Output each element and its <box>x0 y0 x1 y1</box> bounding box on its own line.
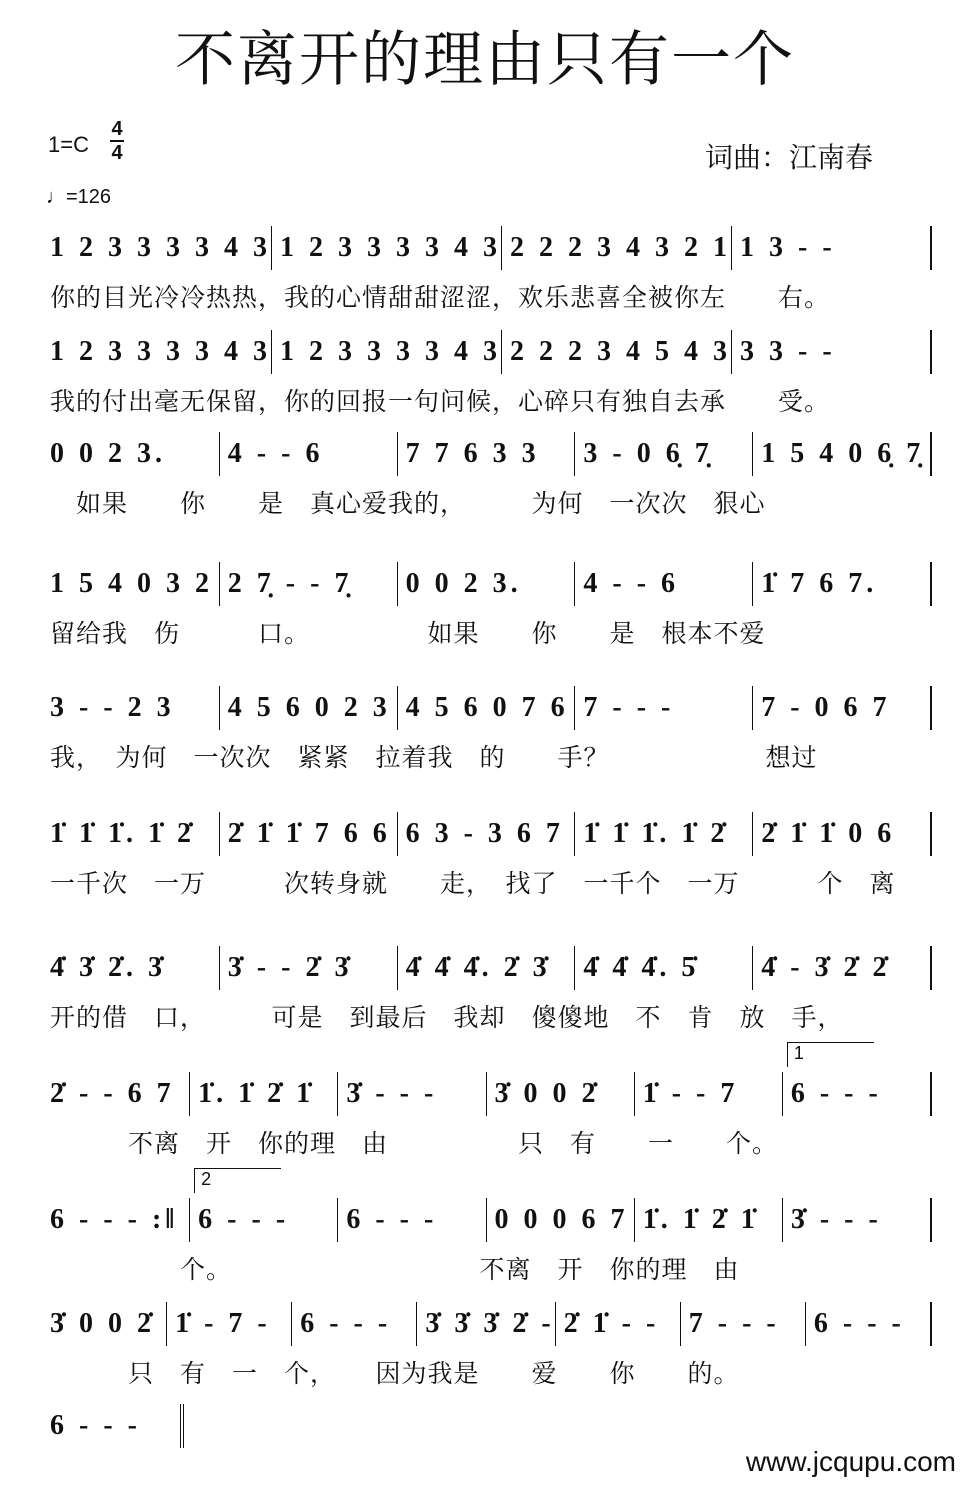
tempo-marking: ♩=126 <box>46 186 112 208</box>
measure <box>634 1198 782 1242</box>
measure <box>416 1302 554 1346</box>
measure <box>219 812 397 856</box>
lyrics-line: 留给我 伤 口。 如果 你 是 根本不爱 <box>50 619 766 648</box>
measure-notes: 4̇ - 3̇ 2̇ 2̇ <box>761 952 891 983</box>
measure <box>219 432 397 476</box>
measure <box>555 1302 680 1346</box>
measure <box>50 1404 180 1448</box>
notation-row <box>50 1043 932 1116</box>
measure-notes: 1̇ 7 6 7. <box>761 568 878 599</box>
measure <box>50 812 219 856</box>
measure-notes: 1 2 3 3 3 3 4 3 <box>280 336 501 367</box>
measure-notes: 6 3 - 3 6 7 <box>405 818 564 849</box>
measure <box>782 1043 930 1116</box>
key-signature: 1=C <box>48 132 89 157</box>
measure-notes: 0 0 2 3. <box>50 438 166 469</box>
measure <box>731 330 930 374</box>
measure-notes: 6 - - - <box>790 1078 882 1109</box>
measure <box>574 686 752 730</box>
notation-row <box>50 946 932 990</box>
lyrics-line: 我的付出毫无保留，你的回报一句问候，心碎只有独自去承 受。 <box>50 387 831 416</box>
measure <box>50 1198 189 1242</box>
measure-notes: 3̇ 3̇ 3̇ 2̇ - <box>425 1308 555 1339</box>
measure-notes: 6 - - - :‖ <box>50 1204 179 1235</box>
measure-notes: 0 0 0 6 7 <box>494 1204 629 1235</box>
measure <box>166 1302 291 1346</box>
volta-bracket: 1 <box>787 1042 874 1067</box>
measure <box>219 562 397 606</box>
measure-notes: 3̇ - - - <box>346 1078 438 1109</box>
measure-notes: 6 - - - <box>50 1410 141 1441</box>
measure-notes: 3̇ 0 0 2̇ <box>50 1308 155 1339</box>
measure <box>397 946 575 990</box>
measure <box>337 1198 485 1242</box>
notation-row <box>50 1404 184 1448</box>
lyrics-line: 一千次 一万 次转身就 走， 找了 一千个 一万 个 离 <box>50 869 896 898</box>
measure <box>501 226 731 270</box>
measure-notes: 1̇. 1̇ 2̇ 1̇ <box>642 1204 759 1235</box>
measure <box>574 562 752 606</box>
measure <box>752 812 930 856</box>
measure <box>337 1072 485 1116</box>
measure <box>397 686 575 730</box>
measure <box>189 1072 337 1116</box>
measure <box>501 330 731 374</box>
measure-notes: 7 - - - <box>583 692 675 723</box>
measure <box>397 562 575 606</box>
notation-row <box>50 812 932 856</box>
measure <box>50 226 271 270</box>
measure-notes: 2 2 2 3 4 3 2 1 <box>510 232 731 263</box>
notation-row <box>50 432 932 476</box>
measure-notes: 3 - 0 6̣ 7̣ <box>583 438 713 469</box>
notation-row <box>50 330 932 374</box>
lyrics-line: 个。 不离 开 你的理 由 <box>50 1255 740 1284</box>
measure-notes: 3 - - 2 3 <box>50 692 175 723</box>
measure-notes: 4 - - 6 <box>227 438 324 469</box>
measure-notes: 7 - 0 6 7 <box>761 692 891 723</box>
measure-notes: 0 0 2 3. <box>405 568 522 599</box>
notation-row <box>50 686 932 730</box>
measure <box>291 1302 416 1346</box>
lyrics-line: 我， 为何 一次次 紧紧 拉着我 的 手？ 想过 <box>50 743 818 772</box>
song-title: 不离开的理由只有一个 <box>175 25 795 95</box>
measure-notes: 6 - - - <box>198 1204 290 1235</box>
time-bottom: 4 <box>111 142 123 164</box>
measure <box>752 686 930 730</box>
lyrics-line: 你的目光冷冷热热，我的心情甜甜涩涩，欢乐悲喜全被你左 右。 <box>50 283 831 312</box>
measure-notes: 1 2 3 3 3 3 4 3 <box>280 232 501 263</box>
measure-notes: 2̇ 1̇ - - <box>563 1308 660 1339</box>
measure <box>50 1072 189 1116</box>
measure-notes: 1 5 4 0 3 2 <box>50 568 213 599</box>
time-signature <box>110 118 124 164</box>
measure <box>574 812 752 856</box>
lyrics-line: 开的借 口， 可是 到最后 我却 傻傻地 不 肯 放 手， <box>50 1003 844 1032</box>
measure <box>486 1072 634 1116</box>
measure <box>50 946 219 990</box>
measure <box>752 946 930 990</box>
measure <box>219 946 397 990</box>
measure <box>731 226 930 270</box>
measure-notes: 1̇ - - 7 <box>642 1078 739 1109</box>
measure-notes: 4 5 6 0 7 6 <box>405 692 569 723</box>
notation-row <box>50 1169 932 1242</box>
measure-notes: 4̇ 4̇ 4̇. 5̇ <box>583 952 700 983</box>
notation-row <box>50 562 932 606</box>
measure-notes: 7 - - - <box>688 1308 780 1339</box>
measure <box>50 1302 166 1346</box>
measure-notes: 4̇ 3̇ 2̇. 3̇ <box>50 952 166 983</box>
measure-notes: 4 5 6 0 2 3 <box>227 692 391 723</box>
time-top: 4 <box>111 118 123 140</box>
measure-notes: 6 - - - <box>300 1308 392 1339</box>
measure-notes: 7 7 6 3 3 <box>405 438 540 469</box>
measure <box>680 1302 805 1346</box>
measure <box>189 1169 337 1242</box>
measure <box>574 432 752 476</box>
measure <box>752 562 930 606</box>
measure-notes: 1̇ - 7 - <box>175 1308 271 1339</box>
measure-notes: 1 3 - - <box>740 232 836 263</box>
measure-notes: 4 - - 6 <box>583 568 680 599</box>
notation-row <box>50 226 932 270</box>
measure-notes: 2̇ - - 6 7 <box>50 1078 175 1109</box>
measure <box>397 432 575 476</box>
measure-notes: 2̇ 1̇ 1̇ 0 6 <box>761 818 896 849</box>
lyrics-line: 不离 开 你的理 由 只 有 一 个。 <box>50 1129 779 1158</box>
measure <box>486 1198 634 1242</box>
measure-notes: 3 3 - - <box>740 336 836 367</box>
measure <box>271 330 501 374</box>
measure <box>271 226 501 270</box>
measure <box>50 330 271 374</box>
website-watermark: www.jcqupu.com <box>745 1446 956 1477</box>
author-credit: 词曲：江南春 <box>705 141 874 174</box>
measure <box>50 562 219 606</box>
notation-row <box>50 1302 932 1346</box>
measure-notes: 1 2 3 3 3 3 4 3 <box>50 336 271 367</box>
measure <box>752 432 930 476</box>
measure-notes: 1 5 4 0 6̣ 7̣ <box>761 438 925 469</box>
measure-notes: 3̇ 0 0 2̇ <box>494 1078 600 1109</box>
measure-notes: 1 2 3 3 3 3 4 3 <box>50 232 271 263</box>
volta-bracket: 2 <box>194 1168 281 1193</box>
measure-notes: 6 - - - <box>813 1308 905 1339</box>
lyrics-line: 如果 你 是 真心爱我的， 为何 一次次 狠心 <box>50 489 766 518</box>
measure <box>634 1072 782 1116</box>
measure-notes: 3̇ - - 2̇ 3̇ <box>227 952 353 983</box>
measure-notes: 6 - - - <box>346 1204 438 1235</box>
measure <box>574 946 752 990</box>
measure-notes: 1̇. 1̇ 2̇ 1̇ <box>198 1078 315 1109</box>
measure-notes: 2 2 2 3 4 5 4 3 <box>510 336 731 367</box>
measure <box>50 432 219 476</box>
measure-notes: 1̇ 1̇ 1̇. 1̇ 2̇ <box>50 818 195 849</box>
lyrics-line: 只 有 一 个， 因为我是 爱 你 的。 <box>50 1359 740 1388</box>
measure-notes: 4̇ 4̇ 4̇. 2̇ 3̇ <box>405 952 551 983</box>
measure-notes: 1̇ 1̇ 1̇. 1̇ 2̇ <box>583 818 729 849</box>
measure <box>782 1198 930 1242</box>
measure <box>805 1302 930 1346</box>
measure-notes: 2 7̣ - - 7̣ <box>227 568 353 599</box>
measure-notes: 3̇ - - - <box>790 1204 882 1235</box>
measure <box>219 686 397 730</box>
measure <box>50 686 219 730</box>
measure-notes: 2̇ 1̇ 1̇ 7 6 6 <box>227 818 391 849</box>
measure <box>397 812 575 856</box>
